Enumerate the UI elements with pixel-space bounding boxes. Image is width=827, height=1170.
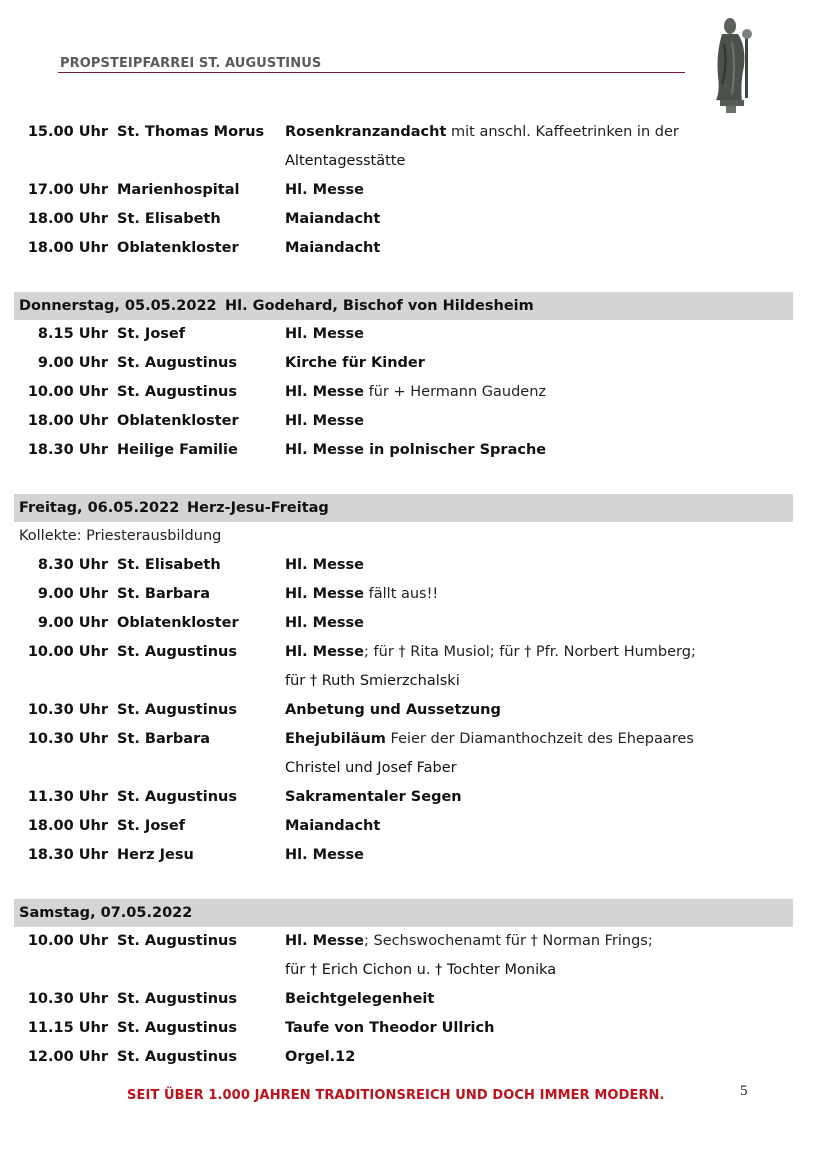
entry-place: Heilige Familie: [117, 442, 238, 458]
entry-detail: fällt aus!!: [364, 586, 439, 602]
entry-time: 11.15 Uhr: [27, 1020, 108, 1036]
entry-time: 9.00 Uhr: [37, 586, 108, 602]
entry-place: St. Augustinus: [117, 384, 237, 400]
entry-description: [285, 176, 364, 205]
entry-description: [285, 812, 380, 841]
schedule-entry: [0, 378, 827, 407]
schedule-entry: [0, 985, 827, 1014]
schedule-entry: [0, 812, 827, 841]
day-feast: Hl. Godehard, Bischof von Hildesheim: [225, 298, 534, 314]
entry-description: [285, 580, 438, 609]
entry-description: [285, 609, 364, 638]
entry-title: Hl. Messe: [285, 326, 365, 342]
entry-time: 11.30 Uhr: [27, 789, 108, 805]
entry-title: Maiandacht: [285, 211, 381, 227]
entry-continuation: für † Erich Cichon u. † Tochter Monika: [285, 962, 557, 978]
entry-continuation-line: [0, 667, 827, 696]
entry-description: [285, 436, 546, 465]
entry-title: Hl. Messe: [285, 644, 365, 660]
entry-title: Hl. Messe: [285, 413, 365, 429]
entry-time: 10.00 Uhr: [27, 644, 108, 660]
schedule-entry: [0, 349, 827, 378]
day-section-saturday: [0, 899, 827, 1072]
entry-description: [285, 638, 696, 667]
entry-time: 18.00 Uhr: [27, 413, 108, 429]
entry-description: [285, 118, 679, 147]
entry-time: 10.00 Uhr: [27, 384, 108, 400]
entry-description: [285, 841, 364, 870]
entry-description: [285, 725, 694, 754]
entry-place: Marienhospital: [117, 182, 240, 198]
entry-description: [285, 407, 364, 436]
service-schedule: [0, 118, 827, 1072]
entry-continuation-line: [0, 956, 827, 985]
entry-description: [285, 234, 380, 263]
schedule-entry: [0, 725, 827, 754]
entry-time: 18.00 Uhr: [27, 211, 108, 227]
entry-title: Sakramentaler Segen: [285, 789, 462, 805]
entry-title: Ehejubiläum: [285, 731, 386, 747]
header-divider: [58, 72, 685, 73]
entry-title: Beichtgelegenheit: [285, 991, 435, 1007]
day-date: Freitag, 06.05.2022: [19, 500, 180, 516]
day-header: [14, 899, 793, 927]
entry-continuation: Christel und Josef Faber: [285, 760, 457, 776]
entry-description: [285, 1043, 355, 1072]
statue-icon: [708, 14, 760, 114]
entry-place: St. Augustinus: [117, 702, 237, 718]
entry-place: Oblatenkloster: [117, 240, 239, 256]
entry-title: Hl. Messe: [285, 557, 365, 573]
entry-title: Kirche für Kinder: [285, 355, 425, 371]
footer-slogan: SEIT ÜBER 1.000 JAHREN TRADITIONSREICH UND DOCH IMMER MODERN.: [127, 1088, 665, 1103]
day-header: [14, 292, 793, 320]
day-date: Donnerstag, 05.05.2022: [19, 298, 217, 314]
entry-detail: Feier der Diamanthochzeit des Ehepaares: [385, 731, 694, 747]
entry-place: St. Josef: [117, 326, 186, 342]
entry-continuation: Altentagesstätte: [285, 153, 406, 169]
entry-time: 12.00 Uhr: [27, 1049, 108, 1065]
entry-place: St. Thomas Morus: [117, 124, 265, 140]
entry-continuation-line: [0, 147, 827, 176]
entry-description: [285, 320, 364, 349]
schedule-entry: [0, 234, 827, 263]
page-number: 5: [740, 1083, 748, 1099]
schedule-entry: [0, 407, 827, 436]
entry-time: 10.30 Uhr: [27, 702, 108, 718]
entry-place: St. Augustinus: [117, 644, 237, 660]
schedule-entry: [0, 638, 827, 667]
entry-description: [285, 378, 546, 407]
schedule-entry: [0, 580, 827, 609]
entry-time: 10.00 Uhr: [27, 933, 108, 949]
schedule-entry: [0, 205, 827, 234]
entry-detail: mit anschl. Kaffeetrinken in der: [446, 124, 679, 140]
entry-title: Anbetung und Aussetzung: [285, 702, 501, 718]
entry-place: St. Augustinus: [117, 991, 237, 1007]
day-feast: Herz-Jesu-Freitag: [187, 500, 329, 516]
entry-title: Hl. Messe: [285, 182, 365, 198]
entry-title: Taufe von Theodor Ullrich: [285, 1020, 495, 1036]
entry-description: [285, 205, 380, 234]
spacer: [0, 465, 827, 494]
entry-title: Orgel.12: [285, 1049, 356, 1065]
entry-title: Rosenkranzandacht: [285, 124, 447, 140]
entry-place: Oblatenkloster: [117, 615, 239, 631]
collection-note: Kollekte: Priesterausbildung: [19, 528, 222, 544]
entry-detail: für + Hermann Gaudenz: [364, 384, 547, 400]
entry-place: St. Augustinus: [117, 1020, 237, 1036]
entry-time: 9.00 Uhr: [37, 615, 108, 631]
entry-time: 17.00 Uhr: [27, 182, 108, 198]
entry-place: St. Augustinus: [117, 1049, 237, 1065]
entry-description: [285, 349, 425, 378]
entry-place: St. Augustinus: [117, 789, 237, 805]
entry-place: Herz Jesu: [117, 847, 194, 863]
continued-entries: [0, 118, 827, 263]
schedule-entry: [0, 696, 827, 725]
entry-description: [285, 1014, 494, 1043]
entry-title: Maiandacht: [285, 240, 381, 256]
entry-place: St. Augustinus: [117, 933, 237, 949]
entry-time: 10.30 Uhr: [27, 731, 108, 747]
schedule-entry: [0, 176, 827, 205]
schedule-entry: [0, 783, 827, 812]
spacer: [0, 870, 827, 899]
schedule-entry: [0, 927, 827, 956]
entry-description: [285, 551, 364, 580]
entry-time: 9.00 Uhr: [37, 355, 108, 371]
day-date: Samstag, 07.05.2022: [19, 905, 193, 921]
entry-title: Hl. Messe: [285, 615, 365, 631]
entry-place: St. Elisabeth: [117, 557, 221, 573]
entry-description: [285, 927, 653, 956]
entry-time: 8.30 Uhr: [37, 557, 108, 573]
entry-place: St. Barbara: [117, 586, 211, 602]
entry-time: 18.30 Uhr: [27, 847, 108, 863]
schedule-entry: [0, 436, 827, 465]
entry-place: St. Josef: [117, 818, 186, 834]
entry-place: St. Elisabeth: [117, 211, 221, 227]
entry-time: 8.15 Uhr: [37, 326, 108, 342]
entry-title: Hl. Messe: [285, 933, 365, 949]
schedule-entry: [0, 609, 827, 638]
schedule-entry: [0, 320, 827, 349]
entry-title: Hl. Messe: [285, 384, 365, 400]
entry-time: 10.30 Uhr: [27, 991, 108, 1007]
entry-detail: ; für † Rita Musiol; für † Pfr. Norbert Humberg;: [364, 644, 696, 660]
day-section-friday: [0, 494, 827, 870]
entry-title: Hl. Messe: [285, 847, 365, 863]
schedule-entry: [0, 841, 827, 870]
entry-time: 15.00 Uhr: [27, 124, 108, 140]
entry-time: 18.00 Uhr: [27, 818, 108, 834]
parish-name: PROPSTEIPFARREI ST. AUGUSTINUS: [60, 56, 322, 71]
entry-place: St. Augustinus: [117, 355, 237, 371]
entry-continuation-line: [0, 754, 827, 783]
spacer: [0, 263, 827, 292]
entry-description: [285, 985, 434, 1014]
entry-title: Hl. Messe in polnischer Sprache: [285, 442, 547, 458]
schedule-entry: [0, 1043, 827, 1072]
entry-description: [285, 696, 501, 725]
entry-time: 18.30 Uhr: [27, 442, 108, 458]
entry-place: St. Barbara: [117, 731, 211, 747]
entry-continuation: für † Ruth Smierzchalski: [285, 673, 460, 689]
entry-title: Maiandacht: [285, 818, 381, 834]
entry-detail: ; Sechswochenamt für † Norman Frings;: [364, 933, 653, 949]
schedule-entry: [0, 551, 827, 580]
entry-description: [285, 783, 462, 812]
entry-time: 18.00 Uhr: [27, 240, 108, 256]
schedule-entry: [0, 1014, 827, 1043]
schedule-entry: [0, 118, 827, 147]
entry-title: Hl. Messe: [285, 586, 365, 602]
day-section-thursday: [0, 292, 827, 465]
day-header: [14, 494, 793, 522]
entry-place: Oblatenkloster: [117, 413, 239, 429]
